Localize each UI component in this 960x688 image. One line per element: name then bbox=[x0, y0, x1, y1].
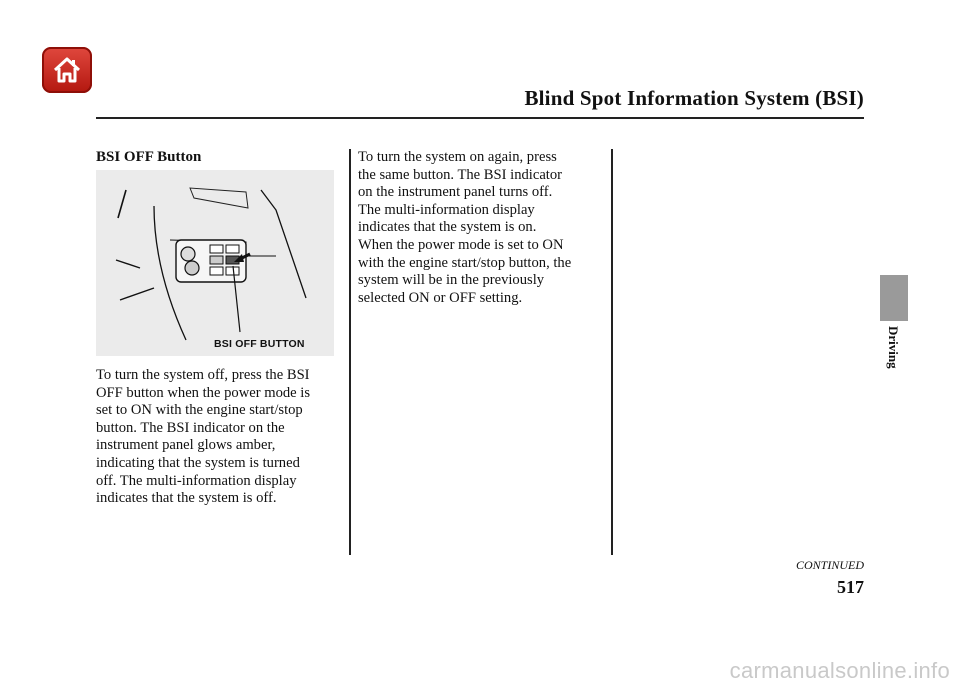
column-divider-right bbox=[611, 149, 613, 555]
bsi-off-button-callout: BSI OFF BUTTON bbox=[214, 338, 305, 350]
watermark: carmanualsonline.info bbox=[729, 658, 950, 683]
continued-label: CONTINUED bbox=[795, 558, 864, 572]
column1-paragraph: To turn the system off, press the BSI OFF button when the power mode is set to ON with the engine start/stop button. The BSI indicator on the instrument panel glows amber, indicating that the system is turned off. The multi-information display indicates that the system is off. bbox=[96, 367, 311, 507]
column-divider-left bbox=[349, 149, 351, 555]
home-button[interactable] bbox=[42, 47, 92, 93]
column2-paragraph-2: When the power mode is set to ON with the engine start/stop button, the system will be in the previously selected ON or OFF setting. bbox=[358, 237, 572, 306]
column2-paragraph-1: To turn the system on again, press the same button. The BSI indicator on the instrument panel turns off. The multi-information display indicates that the system is on. bbox=[358, 149, 563, 236]
page-title: Blind Spot Information System (BSI) bbox=[524, 86, 864, 110]
home-icon bbox=[51, 54, 83, 86]
dashboard-drawing bbox=[96, 170, 334, 356]
page-number: 517 bbox=[837, 577, 864, 597]
section-tab-marker bbox=[880, 275, 908, 321]
section-tab-label: Driving bbox=[886, 326, 901, 369]
section-title: BSI OFF Button bbox=[96, 149, 202, 165]
header-rule bbox=[96, 117, 864, 119]
bsi-button-illustration bbox=[96, 170, 334, 356]
